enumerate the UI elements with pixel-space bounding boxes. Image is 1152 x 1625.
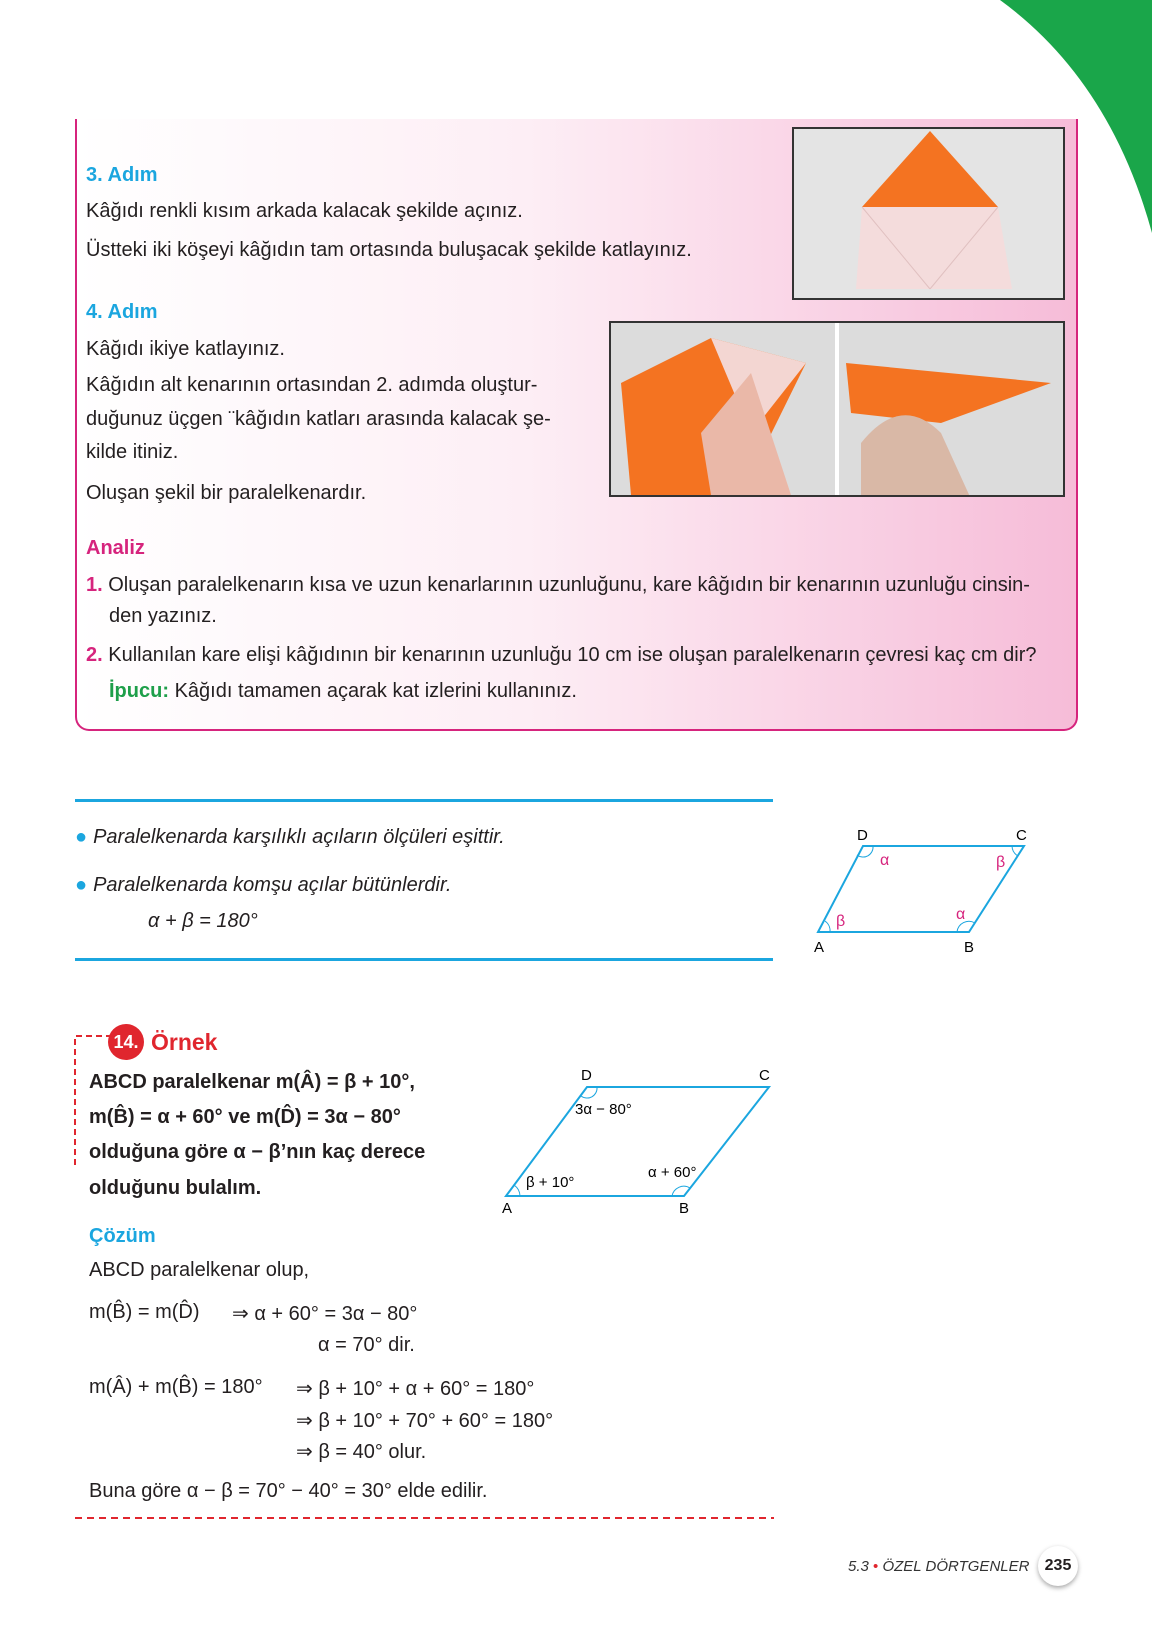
origami-photo-step4	[609, 321, 1065, 497]
q2-number: 2.	[86, 644, 103, 666]
svg-text:β: β	[836, 913, 846, 930]
svg-text:B: B	[679, 1200, 690, 1217]
solution-step: ⇒ β + 10° + 70° + 60° = 180°	[296, 1410, 554, 1432]
step4-line: Kâğıdın alt kenarının ortasından 2. adımda oluştur-	[86, 374, 538, 396]
solution-intro: ABCD paralelkenar olup,	[89, 1259, 310, 1281]
svg-text:D: D	[581, 1067, 592, 1084]
solution-step: ⇒ α + 60° = 3α − 80°	[232, 1303, 418, 1325]
example-title: Örnek	[151, 1029, 218, 1055]
svg-text:C: C	[759, 1067, 770, 1084]
step3-line: Kâğıdı renkli kısım arkada kalacak şekilde açınız.	[86, 200, 523, 222]
solution-step: ⇒ β = 40° olur.	[296, 1441, 427, 1463]
rule-bottom	[75, 958, 773, 961]
svg-text:β + 10°: β + 10°	[526, 1174, 575, 1191]
svg-text:α: α	[880, 852, 890, 869]
step4-line: kilde itiniz.	[86, 441, 179, 463]
step4-line: duğunuz üçgen ¨kâğıdın katları arasında kalacak şe-	[86, 408, 551, 430]
q1-number: 1.	[86, 574, 103, 596]
svg-text:C: C	[1016, 827, 1027, 844]
q1-text: Oluşan paralelkenarın kısa ve uzun kenarlarının uzunluğunu, kare kâğıdın bir kenarının uzunluğu cinsin-	[108, 574, 1030, 596]
property-bullet-2: ● Paralelkenarda komşu açılar bütünlerdir.	[75, 874, 452, 896]
problem-line: olduğunu bulalım.	[89, 1177, 262, 1199]
tip-label: İpucu:	[109, 680, 169, 702]
step4-line: Oluşan şekil bir paralelkenardır.	[86, 482, 367, 504]
page-number: 235	[1038, 1546, 1078, 1586]
q2-text: Kullanılan kare elişi kâğıdının bir kenarının uzunluğu 10 cm ise oluşan paralelkenarın çevresi kaç cm dir?	[108, 644, 1037, 666]
q1-text-cont: den yazınız.	[109, 605, 217, 627]
analiz-title: Analiz	[86, 537, 145, 559]
svg-text:β: β	[996, 854, 1006, 871]
svg-text:α + 60°: α + 60°	[648, 1164, 697, 1181]
problem-line: m(B̂) = α + 60° ve m(D̂) = 3α − 80°	[89, 1106, 401, 1128]
example-number-badge: 14.	[108, 1024, 144, 1060]
parallelogram-diagram-1	[800, 820, 1060, 960]
svg-text:D: D	[857, 827, 868, 844]
tip-text: Kâğıdı tamamen açarak kat izlerini kullanınız.	[174, 680, 577, 702]
step3-line: Üstteki iki köşeyi kâğıdın tam ortasında buluşacak şekilde katlayınız.	[86, 239, 692, 261]
problem-line: olduğuna göre α − β’nın kaç derece	[89, 1141, 426, 1163]
solution-step: α = 70° dir.	[318, 1334, 415, 1356]
svg-text:B: B	[964, 939, 975, 956]
step3-title: 3. Adım	[86, 164, 158, 186]
solution-conclusion: Buna göre α − β = 70° − 40° = 30° elde edilir.	[89, 1480, 488, 1502]
solution-step: m(B̂) = m(D̂)	[89, 1301, 200, 1323]
angle-sum-formula: α + β = 180°	[148, 910, 258, 932]
svg-text:A: A	[814, 939, 825, 956]
problem-line: ABCD paralelkenar m(Â) = β + 10°,	[89, 1071, 415, 1093]
svg-text:α: α	[956, 906, 966, 923]
solution-title: Çözüm	[89, 1225, 156, 1247]
svg-text:3α − 80°: 3α − 80°	[575, 1101, 632, 1118]
step4-title: 4. Adım	[86, 301, 158, 323]
svg-text:A: A	[502, 1200, 513, 1217]
step4-line: Kâğıdı ikiye katlayınız.	[86, 338, 285, 360]
origami-photo-step3	[792, 127, 1065, 300]
solution-step: m(Â) + m(B̂) = 180°	[89, 1376, 263, 1398]
property-bullet-1: ● Paralelkenarda karşılıklı açıların ölçüleri eşittir.	[75, 826, 505, 848]
footer-section: 5.3 • ÖZEL DÖRTGENLER	[848, 1558, 1030, 1575]
rule-top	[75, 799, 773, 802]
solution-step: ⇒ β + 10° + α + 60° = 180°	[296, 1378, 535, 1400]
parallelogram-diagram-2	[490, 1060, 790, 1220]
